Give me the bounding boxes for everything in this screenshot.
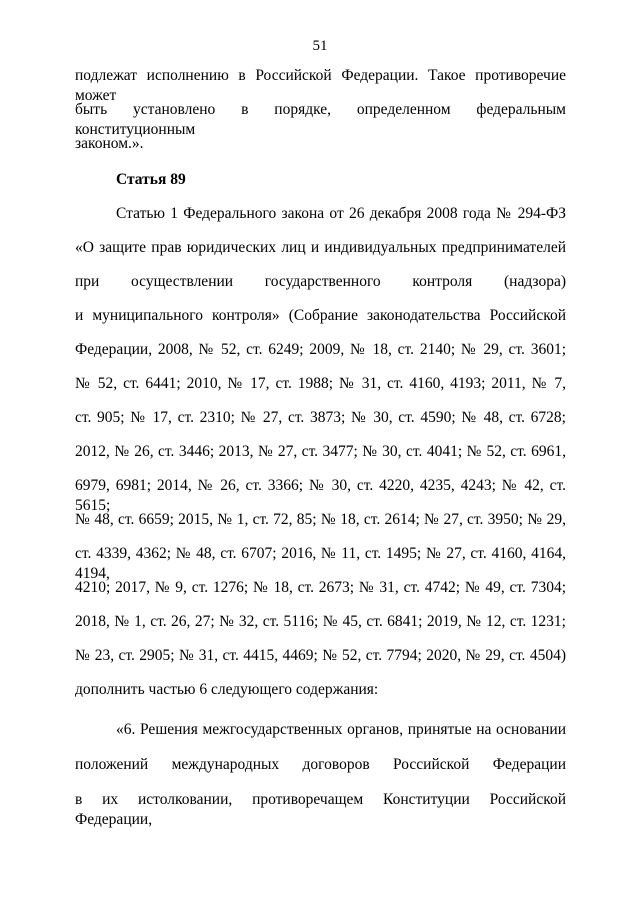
text-line: № 48, ст. 6659; 2015, № 1, ст. 72, 85; № 18, ст. 2614; № 27, ст. 3950; № 29, bbox=[75, 511, 566, 528]
text-line: 6979, 6981; 2014, № 26, ст. 3366; № 30, ст. 4220, 4235, 4243; № 42, ст. 5615; bbox=[75, 477, 566, 514]
article-heading: Статья 89 bbox=[116, 171, 186, 188]
text-line: при осуществлении государственного контроля (надзора) bbox=[75, 273, 566, 290]
text-line: и муниципального контроля» (Собрание законодательства Российской bbox=[75, 307, 566, 324]
text-line: Статью 1 Федерального закона от 26 декабря 2008 года № 294-ФЗ bbox=[116, 205, 566, 222]
text-line: «6. Решения межгосударственных органов, принятые на основании bbox=[116, 721, 566, 738]
text-line: дополнить частью 6 следующего содержания: bbox=[75, 681, 379, 698]
text-line: подлежат исполнению в Российской Федерации. Такое противоречие может bbox=[75, 67, 566, 104]
text-line: ст. 4339, 4362; № 48, ст. 6707; 2016, № 11, ст. 1495; № 27, ст. 4160, 4164, 4194, bbox=[75, 545, 566, 582]
text-line: 4210; 2017, № 9, ст. 1276; № 18, ст. 2673; № 31, ст. 4742; № 49, ст. 7304; bbox=[75, 579, 566, 596]
text-line: «О защите прав юридических лиц и индивидуальных предпринимателей bbox=[75, 239, 566, 256]
text-line: быть установлено в порядке, определенном федеральным конституционным bbox=[75, 101, 566, 138]
text-line: в их истолковании, противоречащем Конституции Российской Федерации, bbox=[75, 791, 566, 828]
text-line: законом.». bbox=[75, 135, 144, 152]
text-line: № 52, ст. 6441; 2010, № 17, ст. 1988; № 31, ст. 4160, 4193; 2011, № 7, bbox=[75, 375, 566, 392]
text-line: 2018, № 1, ст. 26, 27; № 32, ст. 5116; № 45, ст. 6841; 2019, № 12, ст. 1231; bbox=[75, 613, 566, 630]
text-line: № 23, ст. 2905; № 31, ст. 4415, 4469; № 52, ст. 7794; 2020, № 29, ст. 4504) bbox=[75, 647, 566, 664]
text-line: Федерации, 2008, № 52, ст. 6249; 2009, № 18, ст. 2140; № 29, ст. 3601; bbox=[75, 341, 566, 358]
text-line: положений международных договоров Российской Федерации bbox=[75, 756, 566, 773]
page-number: 51 bbox=[312, 38, 328, 54]
text-line: 2012, № 26, ст. 3446; 2013, № 27, ст. 3477; № 30, ст. 4041; № 52, ст. 6961, bbox=[75, 443, 566, 460]
text-line: ст. 905; № 17, ст. 2310; № 27, ст. 3873; № 30, ст. 4590; № 48, ст. 6728; bbox=[75, 409, 566, 426]
